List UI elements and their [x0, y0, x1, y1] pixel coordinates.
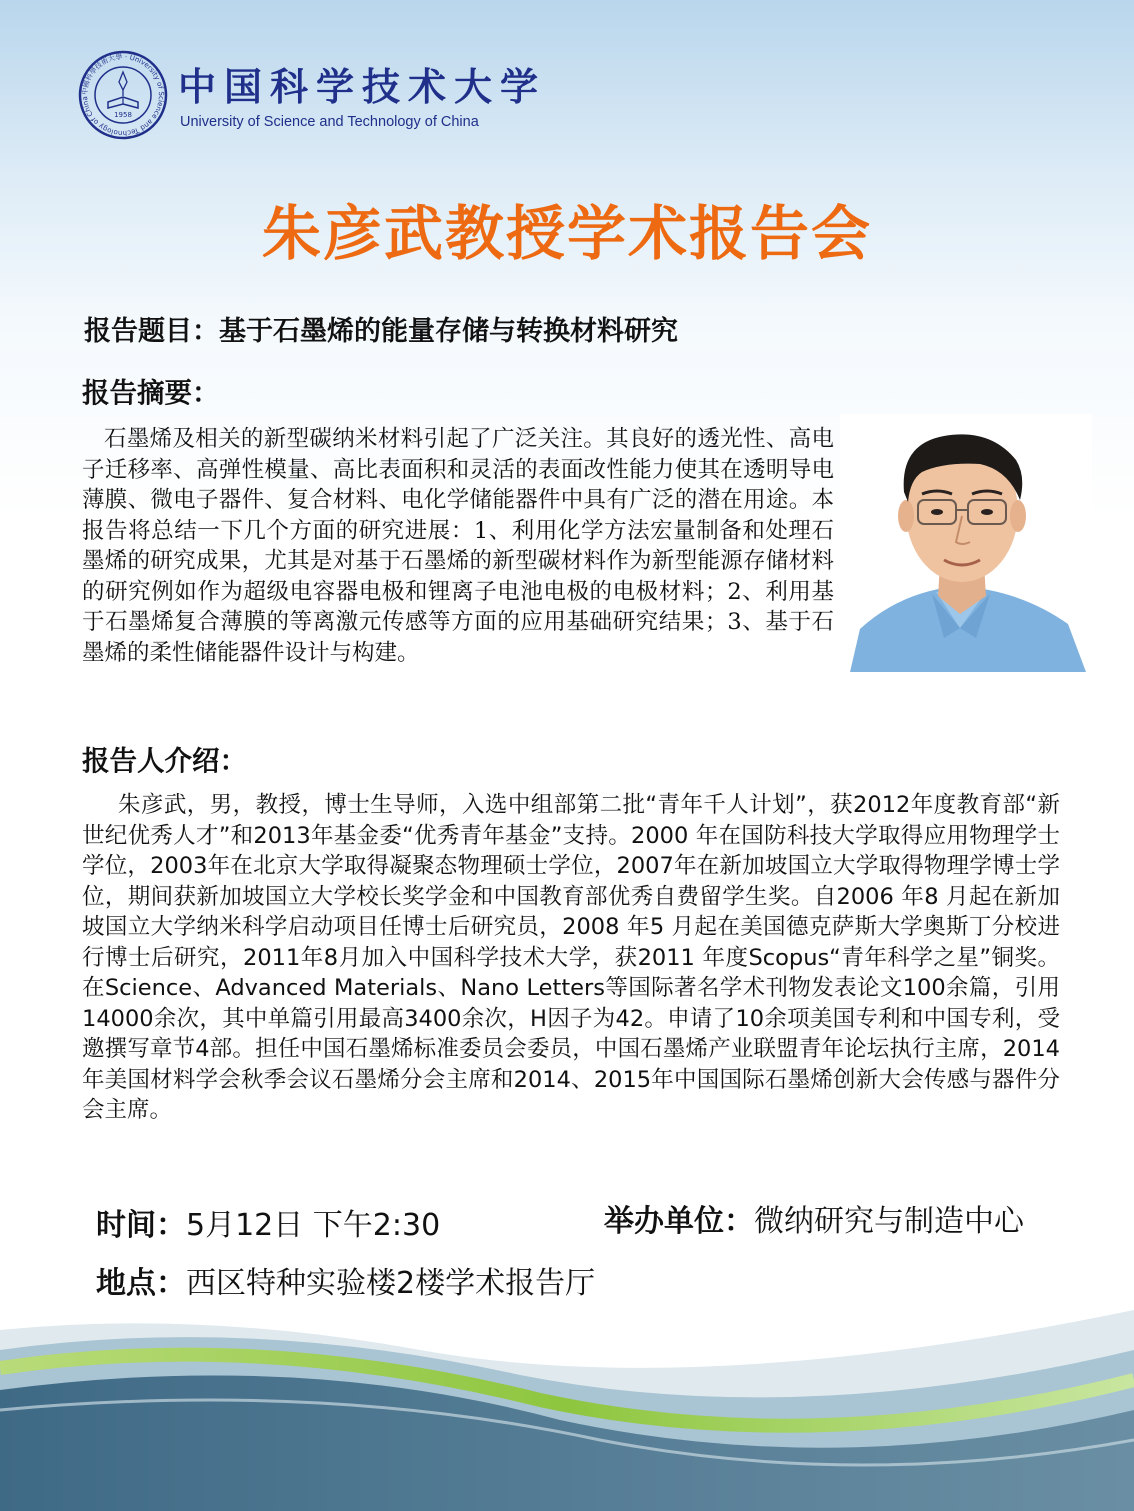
seal-year: 1958 — [114, 111, 132, 119]
time-label: 时间： — [96, 1208, 186, 1243]
university-logo — [78, 50, 547, 150]
decorative-waves — [0, 1290, 1134, 1511]
abstract-text: 石墨烯及相关的新型碳纳米材料引起了广泛关注。其良好的透光性、高电子迁移率、高弹性模量、高比表面积和灵活的表面改性能力使其在透明导电薄膜、微电子器件、复合材料、电化学储能器件中具有广泛的潜在用途。本报告将总结一下几个方面的研究进展：1、利用化学方法宏量制备和处理石墨烯的研究成果，尤其是对基于石墨烯的新型碳材料作为新型能源存储材料的研究例如作为超级电容器电极和锂离子电池电极的电极材料；2、利用基于石墨烯复合薄膜的等离激元传感等方面的应用基础研究结果；3、基于石墨烯的柔性储能器件设计与构建。 — [82, 426, 834, 666]
seal-ring-text: 中國科學技術大學 · University of Science and Technology of China — [80, 52, 166, 138]
venue-label: 地点： — [96, 1266, 186, 1301]
page-title: 朱彦武教授学术报告会 — [261, 199, 872, 268]
organizer-label: 举办单位： — [604, 1204, 754, 1239]
event-organizer — [604, 1196, 1024, 1240]
venue-value: 西区特种实验楼2楼学术报告厅 — [186, 1266, 596, 1301]
report-topic: 报告题目：基于石墨烯的能量存储与转换材料研究 — [84, 316, 678, 347]
abstract-heading: 报告摘要： — [82, 377, 220, 409]
event-time — [96, 1200, 440, 1244]
bio-heading: 报告人介绍： — [82, 745, 247, 777]
bio-text: 朱彦武，男，教授，博士生导师，入选中组部第二批“青年千人计划”，获2012年度教育部“新世纪优秀人才”和2013年基金委“优秀青年基金”支持。2000 年在国防科技大学取得应用物理学士学位，2003年在北京大学取得凝聚态物理硕士学位，2007年在新加坡国立大学取得物理学博士学位，期间获新加坡国立大学校长奖学金和中国教育部优秀自费留学生奖。自2006 年8 月起在新加坡国立大学纳米科学启动项目任博士后研究员，2008 年5 月起在美国德克萨斯大学奥斯丁分校进行博士后研究，2011年8月加入中国科学技术大学，获2011 年度Scopus“青年科学之星”铜奖。在Science、Advanced Materials、Nano Letters等国际著名学术刊物发表论文100余篇，引用14000余次，其中单篇引用最高3400余次，H因子为42。申请了10余项美国专利和中国专利，受邀撰写章节4部。担任中国石墨烯标准委员会委员，中国石墨烯产业联盟青年论坛执行主席，2014年美国材料学会秋季会议石墨烯分会主席和2014、2015年中国国际石墨烯创新大会传感与器件分会主席。 — [82, 792, 1060, 1123]
time-value: 5月12日 下午2:30 — [186, 1208, 441, 1243]
organizer-value: 微纳研究与制造中心 — [754, 1204, 1024, 1239]
university-name-en: University of Science and Technology of China — [180, 114, 479, 130]
speaker-photo — [840, 414, 1092, 672]
university-seal-icon — [78, 50, 168, 140]
university-name-cn: 中国科学技术大学 — [178, 64, 547, 109]
